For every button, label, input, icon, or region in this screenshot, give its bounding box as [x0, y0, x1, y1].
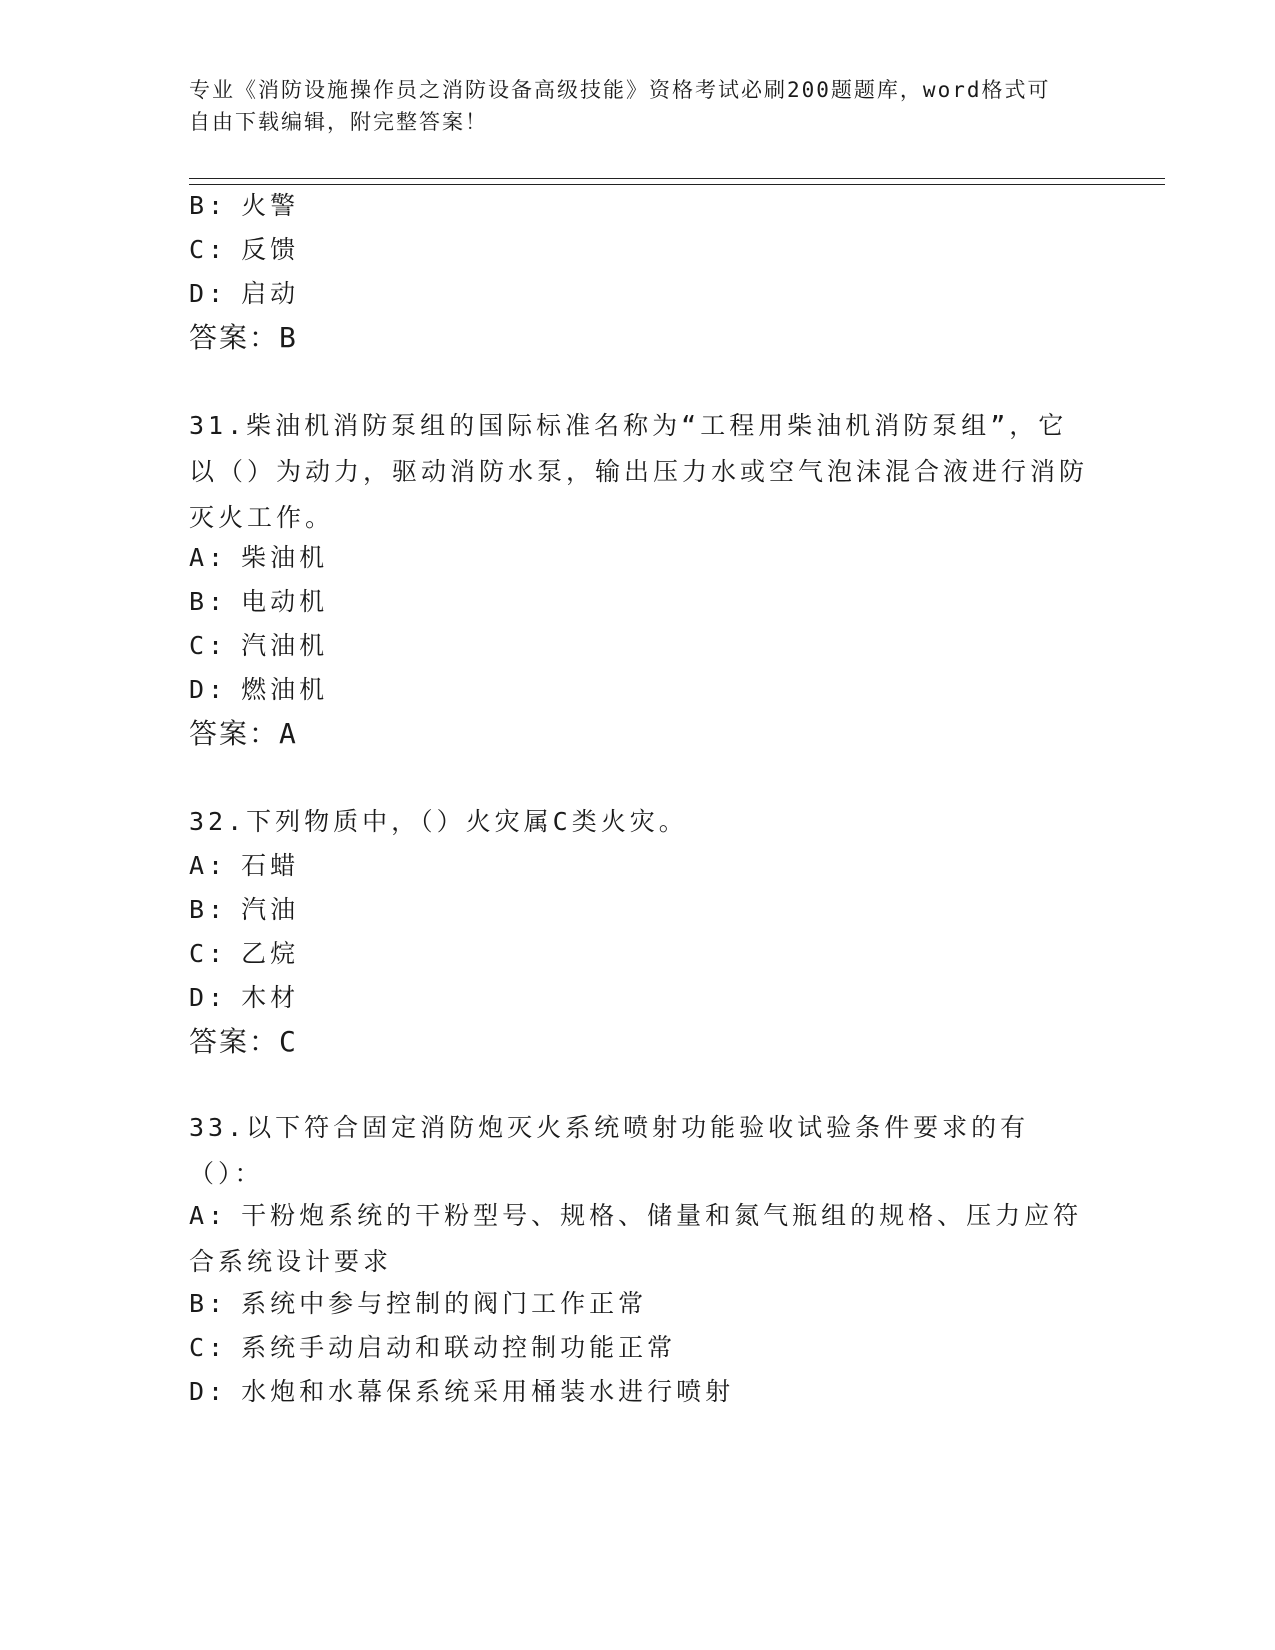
option-letter: B:: [189, 895, 228, 924]
header-divider-top: [189, 178, 1165, 179]
option-item: [189, 975, 299, 1021]
question-text: 32.下列物质中，（）火灾属C类火灾。: [189, 807, 688, 836]
option-letter: D:: [189, 1377, 228, 1406]
option-text: 汽油机: [241, 631, 329, 660]
option-letter: A:: [189, 851, 228, 880]
answer-line: 答案：A: [189, 717, 298, 750]
option-item: [189, 667, 328, 713]
document-header: 专业《消防设施操作员之消防设备高级技能》资格考试必刷200题题库，word格式可自由下载编辑，附完整答案！: [189, 78, 1051, 134]
option-item: [189, 1193, 1089, 1285]
option-letter: C:: [189, 235, 228, 264]
option-text: 干粉炮系统的干粉型号、规格、储量和氮气瓶组的规格、压力应符合系统设计要求: [189, 1201, 1083, 1276]
option-item: [189, 271, 299, 317]
option-item: [189, 887, 299, 933]
option-letter: C:: [189, 631, 228, 660]
option-letter: D:: [189, 983, 228, 1012]
option-letter: B:: [189, 191, 228, 220]
option-text: 启动: [241, 279, 300, 308]
option-letter: A:: [189, 1201, 228, 1230]
option-item: [189, 623, 328, 669]
answer-line: 答案：C: [189, 1025, 298, 1058]
header-divider-bottom: [189, 184, 1165, 185]
option-text: 系统中参与控制的阀门工作正常: [241, 1289, 648, 1318]
option-item: [189, 535, 328, 581]
option-text: 电动机: [241, 587, 329, 616]
option-text: 汽油: [241, 895, 300, 924]
option-letter: D:: [189, 279, 228, 308]
option-item: [189, 227, 299, 273]
option-letter: D:: [189, 675, 228, 704]
option-text: 火警: [241, 191, 300, 220]
option-letter: B:: [189, 1289, 228, 1318]
option-text: 木材: [241, 983, 300, 1012]
option-text: 乙烷: [241, 939, 300, 968]
option-item: [189, 843, 299, 889]
option-item: [189, 183, 299, 229]
option-item: [189, 1281, 647, 1327]
option-item: [189, 1325, 676, 1371]
option-text: 石蜡: [241, 851, 300, 880]
option-item: [189, 931, 299, 977]
option-item: [189, 579, 328, 625]
option-text: 燃油机: [241, 675, 329, 704]
answer-line: 答案：B: [189, 321, 298, 354]
option-text: 柴油机: [241, 543, 329, 572]
option-letter: C:: [189, 939, 228, 968]
option-text: 反馈: [241, 235, 300, 264]
option-text: 水炮和水幕保系统采用桶装水进行喷射: [241, 1377, 735, 1406]
option-letter: B:: [189, 587, 228, 616]
option-letter: A:: [189, 543, 228, 572]
question-text: 31.柴油机消防泵组的国际标准名称为“工程用柴油机消防泵组”，它以（）为动力，驱动消防水泵，输出压力水或空气泡沫混合液进行消防灭火工作。: [189, 411, 1089, 532]
option-item: [189, 1369, 734, 1415]
question-text: 33.以下符合固定消防炮灭火系统喷射功能验收试验条件要求的有（）：: [189, 1113, 1030, 1188]
option-text: 系统手动启动和联动控制功能正常: [241, 1333, 677, 1362]
option-letter: C:: [189, 1333, 228, 1362]
